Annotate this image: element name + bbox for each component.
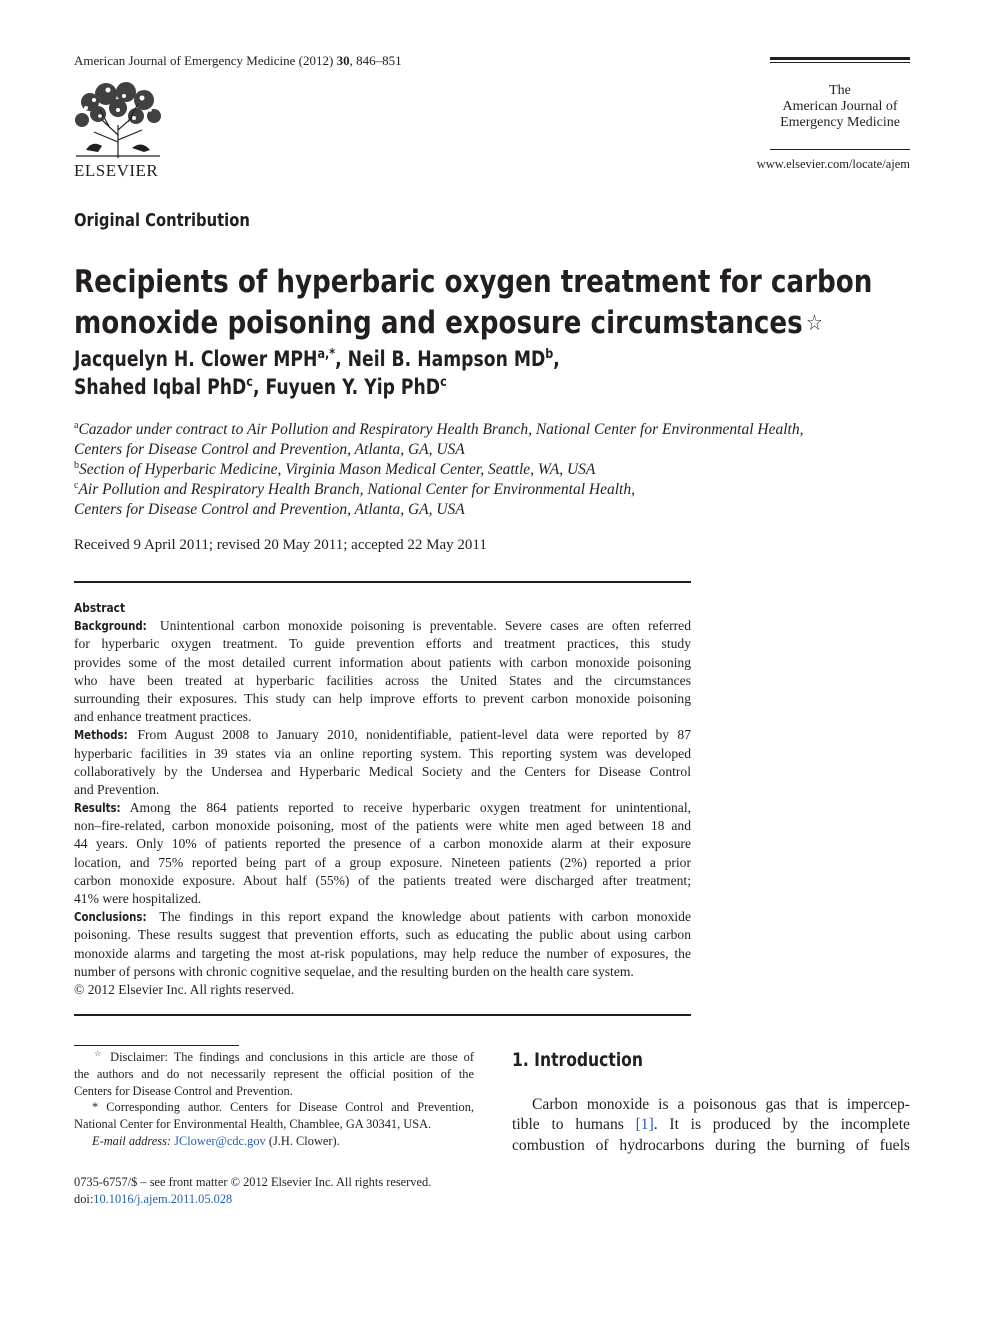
affiliations: $^a$Cazador under contract to Air Pollution and Respiratory Health Branch, National Center for Environmental Health, Centers for Disease Control and Prevention, Atlanta, GA, USA $^b$Section of Hyperbaric Medicine, Virginia Mason Medical Center, Seattle, WA, USA $^c$Air Pollution and Respiratory Health Branch, National Center for Environmental Health, Centers for Disease Control and Prevention, Atlanta, GA, USA: [74, 419, 804, 518]
abstract-line: location, and 75% reported being part of a group exposure. Nineteen patients (2%) reported a prior: [74, 854, 691, 870]
abstract-line: and Prevention.: [74, 781, 160, 797]
abstract-line: collaboratively by the Undersea and Hyperbaric Medical Society and the Centers for Disease Control: [74, 763, 691, 779]
intro-line: combustion of hydrocarbons during the burning of fuels: [512, 1136, 910, 1154]
abstract-background: Background: Unintentional carbon monoxide poisoning is preventable. Severe cases are often referred: [74, 618, 691, 634]
footnote-line: Centers for Disease Control and Prevention.: [74, 1083, 293, 1098]
abstract-line: for hyperbaric oxygen treatment. To guide prevention efforts and treatment practices, this study: [74, 636, 691, 652]
abstract-rule-bottom: [74, 1014, 691, 1016]
abstract-line: 44 years. Only 10% of patients reported the presence of a carbon monoxide alarm at their exposure: [74, 836, 691, 852]
footnote-rule: [74, 1045, 239, 1046]
received-dates: Received 9 April 2011; revised 20 May 2011; accepted 22 May 2011: [74, 537, 487, 553]
section-heading-introduction: 1. Introduction: [512, 1049, 643, 1071]
abstract-line: monoxide alarms and targeting the most at-risk populations, may help reduce the number of exposures, the: [74, 945, 691, 961]
journal-masthead: The American Journal of Emergency Medicine: [780, 83, 900, 130]
abstract-line: hyperbaric facilities in 39 states via an online reporting system. This reporting system was developed: [74, 745, 691, 761]
abstract-line: who have been treated at hyperbaric facilities across the United States and the circumstances: [74, 672, 691, 688]
abstract-line: non–fire-related, carbon monoxide poisoning, most of the patients were white men aged between 18 and: [74, 818, 691, 834]
doi-link[interactable]: 10.1016/j.ajem.2011.05.028: [93, 1192, 233, 1206]
article-type: Original Contribution: [74, 210, 250, 231]
abstract-line: surrounding their exposures. This study can help improve efforts to prevent carbon monoxide poisoning: [74, 690, 691, 706]
author-name[interactable]: Fuyuen Y. Yip PhD: [265, 375, 441, 399]
journal-url[interactable]: www.elsevier.com/locate/ajem: [756, 157, 910, 171]
footnote-corresponding: * Corresponding author. Centers for Disease Control and Prevention,: [92, 1100, 474, 1115]
publisher-name: ELSEVIER: [74, 161, 159, 180]
abstract-line: provides some of the most detailed current information about patients with carbon monoxide poisoning: [74, 654, 691, 670]
footnote-line: National Center for Environmental Health, Chamblee, GA 30341, USA.: [74, 1117, 432, 1132]
title-footnote-marker[interactable]: ☆: [806, 311, 823, 336]
footnote-disclaimer: ☆ Disclaimer: The findings and conclusions in this article are those of: [94, 1048, 474, 1064]
abstract-heading: Abstract: [74, 600, 126, 615]
elsevier-tree-logo: [72, 80, 164, 160]
footnotes: [74, 1049, 474, 1150]
journal-masthead-box: [770, 57, 910, 150]
abstract-line: carbon monoxide exposure. About half (55%) of the patients treated were discharged after treatment;: [74, 872, 691, 888]
author-name[interactable]: Shahed Iqbal PhD: [74, 375, 247, 399]
author-name[interactable]: Jacquelyn H. Clower MPH: [74, 347, 318, 371]
masthead-rule-bottom: [770, 149, 910, 150]
masthead-rule-top-thin: [770, 62, 910, 63]
tree-icon: [72, 80, 164, 160]
article-title: Recipients of hyperbaric oxygen treatment for carbon monoxide poisoning and exposure circumstances ☆: [74, 264, 873, 341]
abstract-methods: Methods: From August 2008 to January 2010, nonidentifiable, patient-level data were reported by 87: [74, 727, 691, 743]
intro-line: Carbon monoxide is a poisonous gas that is impercep-: [532, 1096, 910, 1113]
abstract-conclusions: Conclusions: The findings in this report expand the knowledge about patients with carbon monoxide: [74, 909, 691, 925]
abstract-line: and enhance treatment practices.: [74, 709, 252, 725]
abstract-line: number of persons with chronic cognitive sequelae, and the resulting burden on the health care system.: [74, 963, 634, 979]
footnote-line: the authors and do not necessarily represent the official position of the: [74, 1066, 474, 1081]
introduction-text: [512, 1095, 910, 1156]
abstract-line: 41% were hospitalized.: [74, 891, 202, 906]
abstract-rule-top: [74, 581, 691, 583]
email-link[interactable]: JClower@cdc.gov: [174, 1133, 266, 1148]
intro-line: tible to humans [1]. It is produced by the incomplete: [512, 1116, 910, 1134]
front-matter-copyright: 0735-6757/$ – see front matter © 2012 Elsevier Inc. All rights reserved. doi:10.1016/j.ajem.2011.05.028: [74, 1175, 432, 1206]
abstract-line: poisoning. These results suggest that prevention efforts, such as educating the public about using carbon: [74, 927, 691, 943]
footnote-email: E-mail address: JClower@cdc.gov (J.H. Clower).: [92, 1133, 340, 1148]
abstract-copyright: © 2012 Elsevier Inc. All rights reserved.: [74, 981, 295, 997]
reference-link[interactable]: [1]: [635, 1116, 654, 1134]
abstract: [74, 599, 691, 999]
author-list: Jacquelyn H. Clower $MPH^{a,*}$, Neil B. Hampson $MD^b$, Shahed Iqbal PhD$^c$, Fuyuen Y. Yip PhD$^c$: [74, 346, 560, 399]
author-name[interactable]: Neil B. Hampson MD: [347, 347, 546, 371]
journal-citation: American Journal of Emergency Medicine (2012) 30, 846–851: [74, 53, 402, 68]
abstract-results: Results: Among the 864 patients reported to receive hyperbaric oxygen treatment for unintentional,: [74, 800, 691, 816]
